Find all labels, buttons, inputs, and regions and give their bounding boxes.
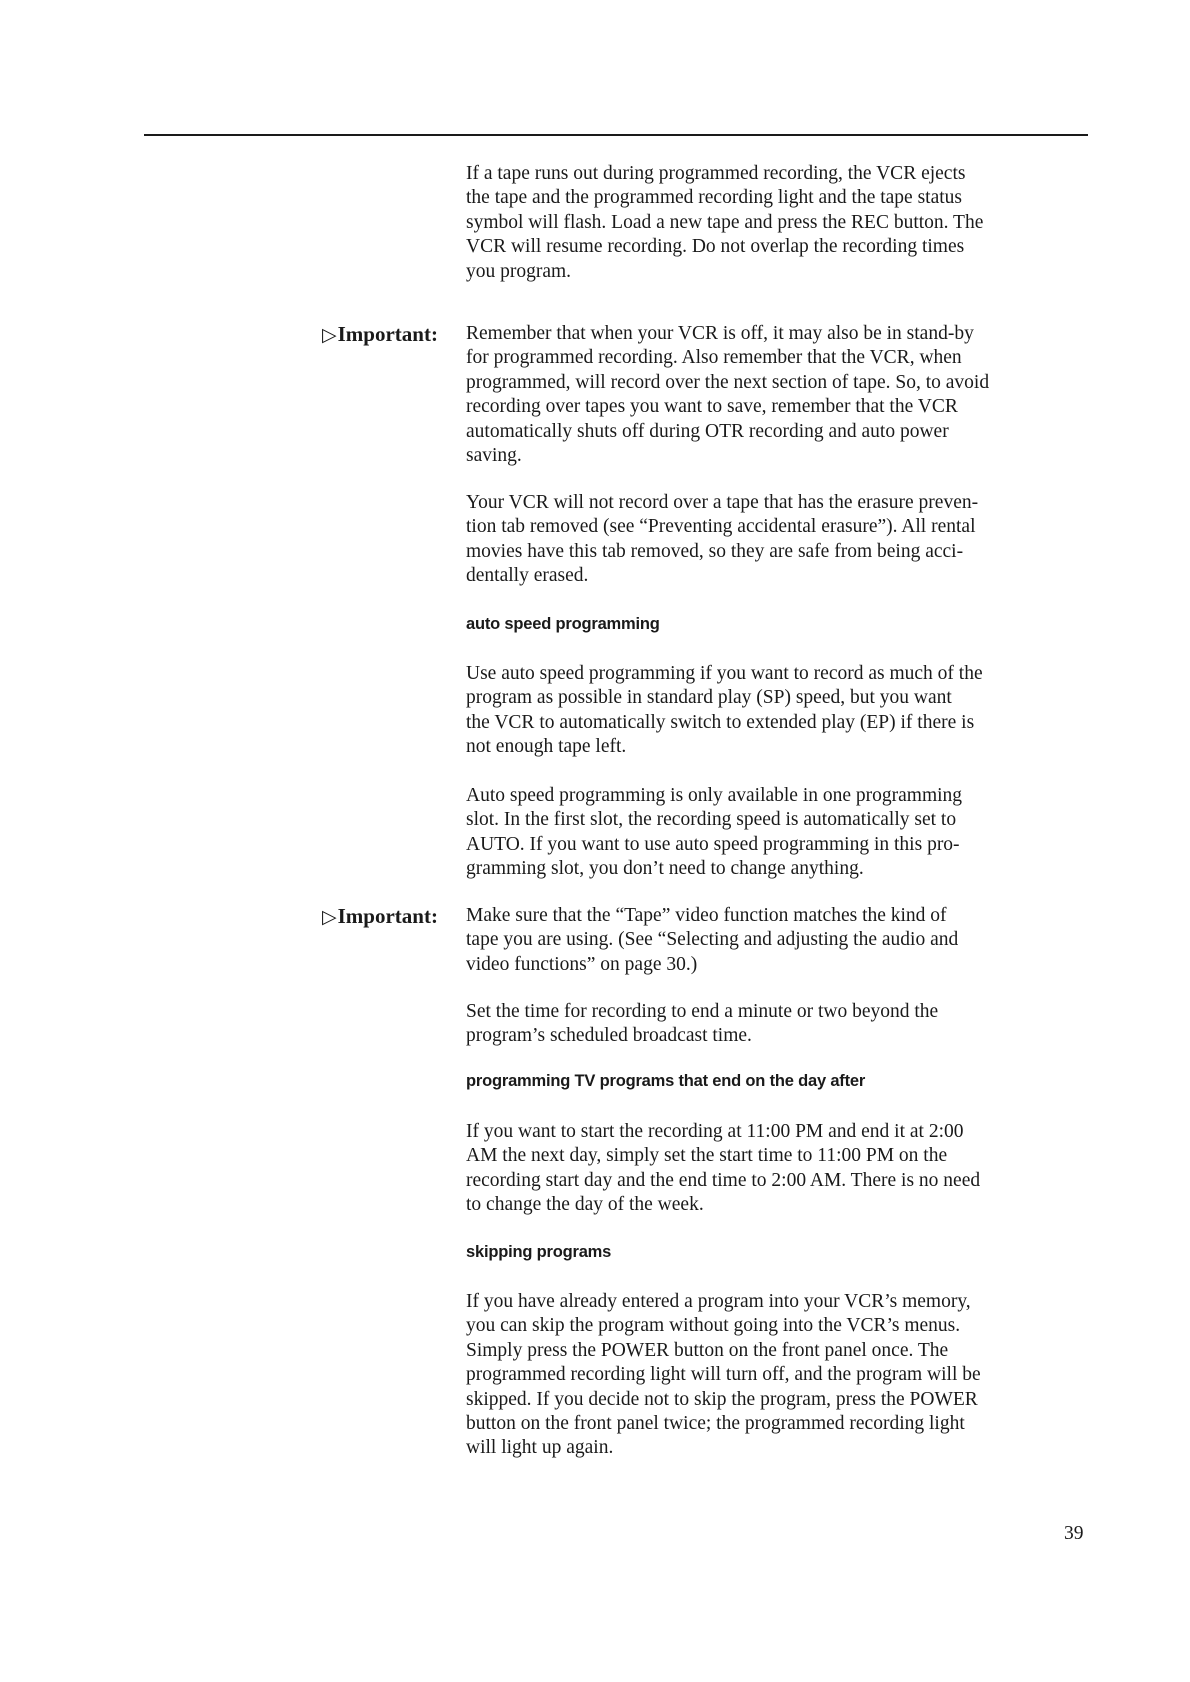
text-line: skipped. If you decide not to skip the program, press the POWER: [466, 1388, 978, 1410]
triangle-marker-icon: ▷: [322, 907, 337, 928]
paragraph-skipping: [466, 1290, 1086, 1461]
text-line: button on the front panel twice; the programmed recording light: [466, 1413, 965, 1435]
text-line: VCR will resume recording. Do not overlap the recording times: [466, 236, 965, 258]
text-line: recording start day and the end time to 2:00 AM. There is no need: [466, 1169, 981, 1191]
text-line: symbol will flash. Load a new tape and press the REC button. The: [466, 211, 984, 233]
section-heading-day-after: programming TV programs that end on the day after: [466, 1072, 866, 1090]
text-line: for programmed recording. Also remember that the VCR, when: [466, 347, 962, 369]
text-line: automatically shuts off during OTR recording and auto power: [466, 420, 949, 442]
text-line: gramming slot, you don’t need to change anything.: [466, 858, 864, 880]
text-line: Make sure that the “Tape” video function matches the kind of: [466, 905, 947, 926]
text-line: If you want to start the recording at 11:00 PM and end it at 2:00: [466, 1121, 964, 1142]
text-line: If you have already entered a program into your VCR’s memory,: [466, 1291, 971, 1312]
paragraph-tape-runs-out: [466, 162, 1086, 284]
text-line: program’s scheduled broadcast time.: [466, 1025, 752, 1047]
important-note-label: [322, 904, 438, 930]
text-line: AUTO. If you want to use auto speed programming in this pro-: [466, 833, 960, 855]
paragraph-auto-speed-slot: [466, 784, 1086, 882]
paragraph-tape-function: [466, 904, 1086, 977]
text-line: program as possible in standard play (SP) speed, but you want: [466, 687, 952, 709]
text-line: to change the day of the week.: [466, 1194, 704, 1216]
text-line: you program.: [466, 260, 572, 282]
text-line: you can skip the program without going into the VCR’s menus.: [466, 1315, 961, 1337]
text-line: slot. In the first slot, the recording speed is automatically set to: [466, 809, 957, 831]
text-line: Remember that when your VCR is off, it may also be in stand-by: [466, 323, 974, 344]
text-line: Simply press the POWER button on the front panel once. The: [466, 1339, 949, 1361]
paragraph-erasure-tab: [466, 491, 1086, 589]
text-line: the tape and the programmed recording light and the tape status: [466, 187, 963, 209]
section-heading-skipping: skipping programs: [466, 1243, 612, 1261]
text-line: video functions” on page 30.): [466, 953, 698, 975]
text-line: programmed recording light will turn off, and the program will be: [466, 1364, 981, 1386]
text-line: dentally erased.: [466, 565, 589, 587]
paragraph-day-after: [466, 1120, 1086, 1218]
text-line: Use auto speed programming if you want to record as much of the: [466, 663, 983, 684]
text-line: Set the time for recording to end a minute or two beyond the: [466, 1001, 939, 1022]
important-label-text: Important:: [337, 322, 438, 346]
text-line: tion tab removed (see “Preventing accidental erasure”). All rental: [466, 516, 976, 538]
important-note-label: [322, 322, 438, 348]
text-line: not enough tape left.: [466, 736, 627, 758]
paragraph-auto-speed-use: [466, 662, 1086, 760]
text-line: Your VCR will not record over a tape that has the erasure preven-: [466, 492, 979, 513]
page-number: 39: [1064, 1523, 1084, 1544]
text-line: AM the next day, simply set the start time to 11:00 PM on the: [466, 1145, 948, 1167]
text-line: If a tape runs out during programmed recording, the VCR ejects: [466, 163, 966, 184]
important-label-text: Important:: [337, 904, 438, 928]
text-line: movies have this tab removed, so they are safe from being acci-: [466, 540, 964, 562]
text-line: saving.: [466, 445, 522, 467]
text-line: tape you are using. (See “Selecting and adjusting the audio and: [466, 929, 959, 951]
text-line: Auto speed programming is only available in one programming: [466, 785, 963, 806]
top-rule: [144, 134, 1088, 136]
paragraph-end-time: [466, 1000, 1086, 1049]
text-line: recording over tapes you want to save, remember that the VCR: [466, 396, 958, 418]
section-heading-auto-speed: auto speed programming: [466, 615, 660, 633]
text-line: the VCR to automatically switch to extended play (EP) if there is: [466, 711, 975, 733]
text-line: programmed, will record over the next section of tape. So, to avoid: [466, 371, 990, 393]
paragraph-standby-warning: [466, 322, 1086, 468]
text-line: will light up again.: [466, 1437, 614, 1459]
triangle-marker-icon: ▷: [322, 325, 337, 346]
